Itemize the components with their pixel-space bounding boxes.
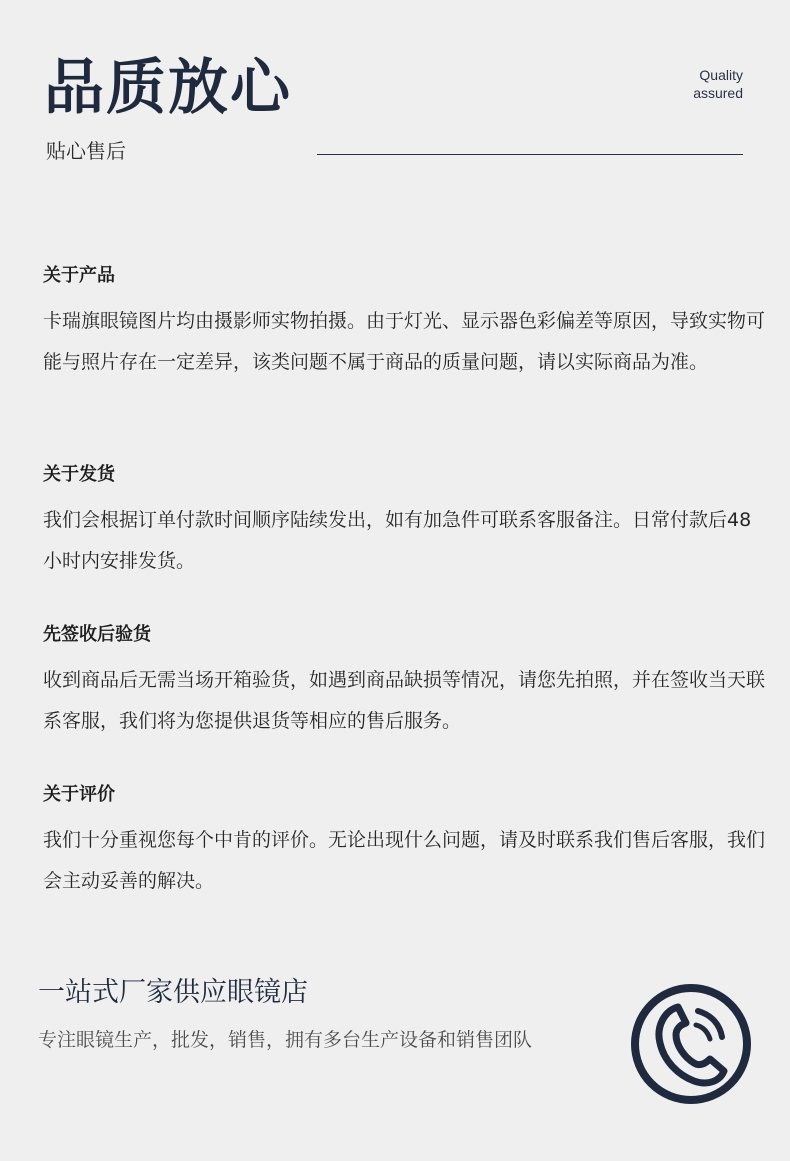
section-review — [43, 782, 765, 902]
tagline-line-1: Quality — [699, 67, 743, 83]
quality-assured-tagline — [693, 66, 743, 102]
footer-title: 一站式厂家供应眼镜店 — [38, 977, 308, 1008]
section-body: 我们会根据订单付款时间顺序陆续发出，如有加急件可联系客服备注。日常付款后48小时内安排发货。 — [43, 509, 752, 572]
section-heading: 先签收后验货 — [43, 624, 151, 645]
section-body: 收到商品后无需当场开箱验货，如遇到商品缺损等情况，请您先拍照，并在签收当天联系客服，我们将为您提供退货等相应的售后服务。 — [43, 669, 766, 732]
section-heading: 关于评价 — [43, 784, 115, 805]
section-body: 卡瑞旗眼镜图片均由摄影师实物拍摄。由于灯光、显示器色彩偏差等原因，导致实物可能与照片存在一定差异，该类问题不属于商品的质量问题，请以实际商品为准。 — [43, 310, 766, 373]
section-shipping — [43, 462, 765, 582]
section-product — [43, 263, 765, 383]
section-heading: 关于发货 — [43, 464, 115, 485]
footer-description: 专注眼镜生产，批发，销售，拥有多台生产设备和销售团队 — [38, 1029, 533, 1051]
page-subtitle: 贴心售后 — [46, 139, 126, 163]
tagline-line-2: assured — [693, 85, 743, 101]
page-title: 品质放心 — [44, 53, 292, 123]
header-divider — [317, 154, 743, 155]
section-inspection — [43, 622, 765, 742]
section-body: 我们十分重视您每个中肯的评价。无论出现什么问题，请及时联系我们售后客服，我们会主动妥善的解决。 — [43, 829, 766, 892]
section-heading: 关于产品 — [43, 265, 115, 286]
phone-icon — [628, 981, 754, 1107]
